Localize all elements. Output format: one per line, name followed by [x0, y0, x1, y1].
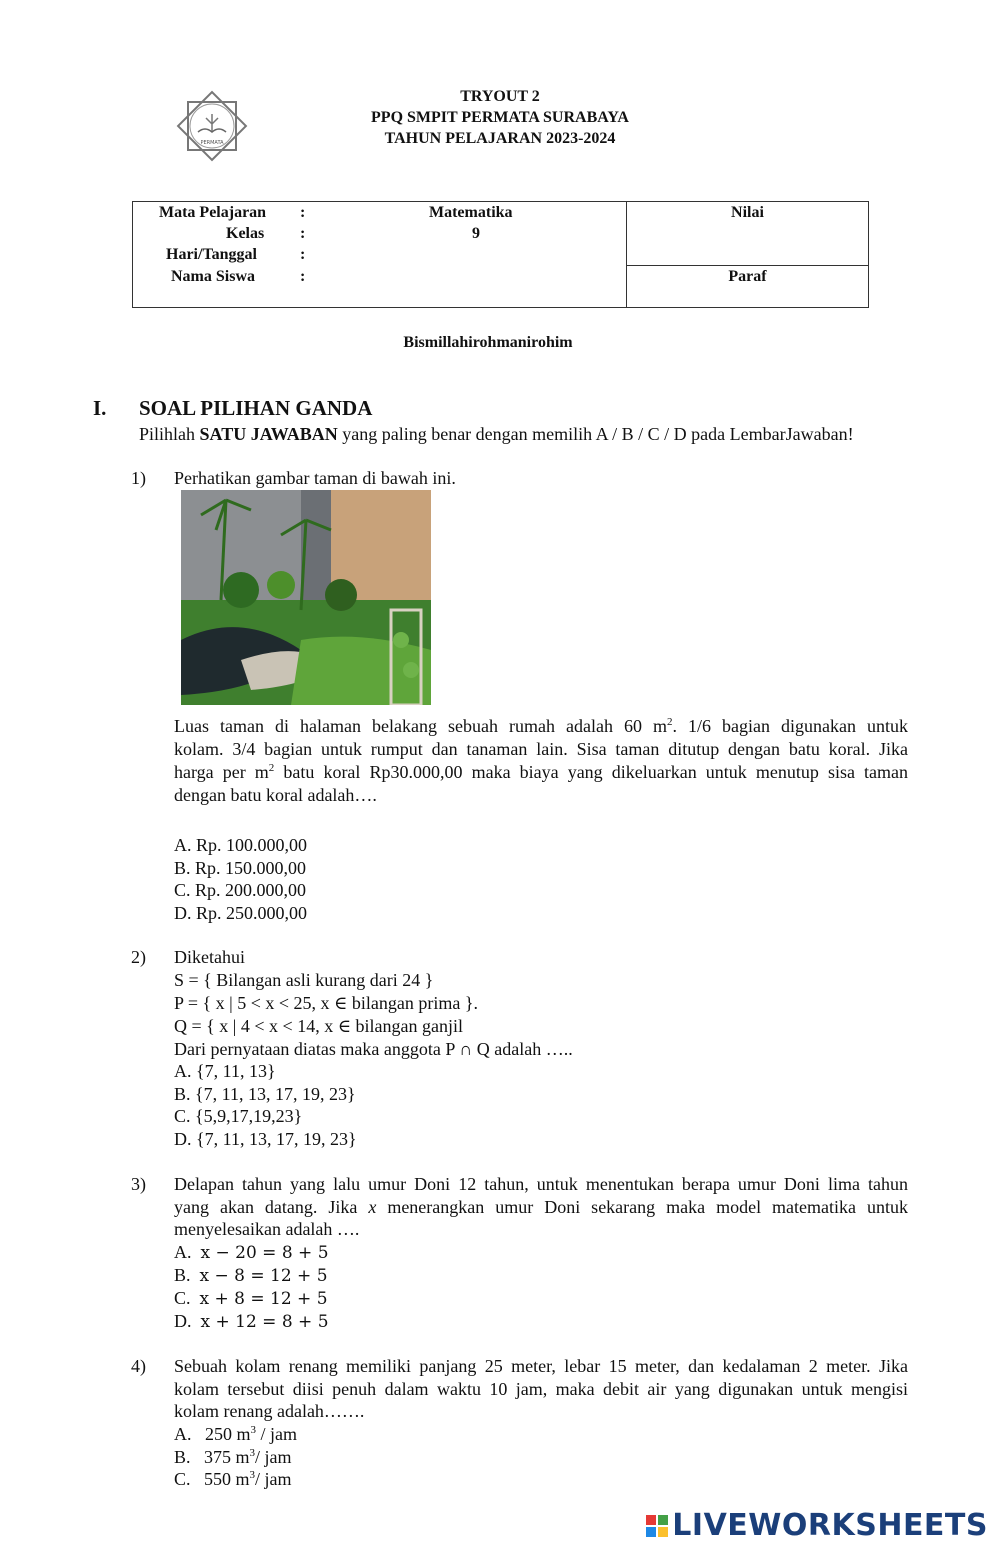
q1-text-line4: dengan batu koral adalah…. — [174, 785, 377, 805]
paraf-cell — [627, 266, 869, 308]
icon-tile — [646, 1515, 656, 1525]
q1-text: harga per m — [174, 762, 269, 782]
section-instruction — [139, 423, 854, 446]
q2-line: P = { x | 5 < x < 25, x ∈ bilangan prima }. — [174, 993, 478, 1013]
icon-tile — [646, 1527, 656, 1537]
section-number: I. — [93, 396, 107, 420]
colon: : — [300, 268, 306, 285]
garden-image — [181, 490, 431, 705]
option-letter: B. — [174, 1447, 191, 1467]
info-cell — [133, 202, 627, 308]
bismillah: Bismillahirohmanirohim — [403, 334, 573, 351]
option-equation: x + 8 = 12 + 5 — [199, 1289, 328, 1309]
q4-number: 4) — [131, 1356, 146, 1376]
icon-tile — [658, 1527, 668, 1537]
q2-option-a: A. {7, 11, 13} — [174, 1061, 276, 1081]
option-equation: x + 12 = 8 + 5 — [200, 1312, 329, 1332]
q4-text-line3: kolam renang adalah……. — [174, 1401, 365, 1421]
option-unit: / jam — [255, 1447, 292, 1467]
nama-siswa-label: Nama Siswa — [171, 268, 256, 285]
option-letter: A. — [174, 1424, 192, 1444]
superscript: 3 — [250, 1424, 257, 1436]
icon-tile — [658, 1515, 668, 1525]
option-value: 375 m — [204, 1447, 250, 1467]
q1-option-c: C. Rp. 200.000,00 — [174, 880, 307, 900]
q2-line: S = { Bilangan asli kurang dari 24 } — [174, 970, 434, 990]
q3-option-a — [174, 1241, 329, 1265]
kelas-label: Kelas — [226, 225, 265, 242]
option-letter: A. — [174, 1242, 192, 1262]
option-unit: / jam — [255, 1469, 292, 1489]
q1-text-line2: kolam. 3/4 bagian untuk rumput dan tanaman lain. Sisa taman ditutup dengan batu koral. Jika — [174, 739, 908, 759]
q1-number: 1) — [131, 468, 146, 488]
q3-text: menerangkan umur Doni sekarang maka model matematika untuk — [376, 1197, 908, 1217]
option-unit: / jam — [256, 1424, 298, 1444]
q1-text: batu koral Rp30.000,00 maka biaya yang dikeluarkan untuk menutup sisa taman — [274, 762, 908, 782]
superscript: 2 — [268, 762, 275, 774]
superscript: 2 — [666, 716, 673, 728]
student-info-table — [132, 201, 869, 308]
q4-option-b — [174, 1446, 292, 1469]
header-title: TRYOUT 2 — [460, 88, 540, 105]
option-letter: C. — [174, 1288, 191, 1308]
instruction-text: Pilihlah — [139, 424, 200, 444]
superscript: 3 — [249, 1469, 256, 1481]
instruction-text: yang paling benar dengan memilih A / B / C / D pada LembarJawaban! — [337, 424, 854, 444]
q4-text-line1: Sebuah kolam renang memiliki panjang 25 meter, lebar 15 meter, dan kedalaman 2 meter. Jika — [174, 1356, 908, 1376]
option-letter: D. — [174, 1311, 192, 1331]
option-equation: x − 20 = 8 + 5 — [200, 1243, 329, 1263]
nilai-label: Nilai — [731, 204, 764, 221]
q3-text: yang akan datang. Jika — [174, 1197, 369, 1217]
colon: : — [300, 246, 306, 263]
q3-option-d — [174, 1310, 329, 1334]
liveworksheets-logo — [646, 1508, 988, 1543]
section-title: SOAL PILIHAN GANDA — [139, 396, 373, 420]
kelas-value: 9 — [472, 225, 480, 242]
superscript: 3 — [249, 1447, 256, 1459]
q4-text-line2: kolam tersebut diisi penuh dalam waktu 10 jam, maka debit air yang digunakan untuk mengisi — [174, 1379, 908, 1399]
option-letter: C. — [174, 1469, 191, 1489]
q3-number: 3) — [131, 1174, 146, 1194]
q1-option-d: D. Rp. 250.000,00 — [174, 903, 308, 923]
variable-x: x — [368, 1197, 377, 1217]
q2-line: Dari pernyataan diatas maka anggota P ∩ Q adalah ….. — [174, 1039, 573, 1059]
q1-text: Luas taman di halaman belakang sebuah rumah adalah 60 m — [174, 716, 667, 736]
q2-number: 2) — [131, 947, 146, 967]
q2-option-c: C. {5,9,17,19,23} — [174, 1106, 303, 1126]
q3-text-line3: menyelesaikan adalah …. — [174, 1219, 360, 1239]
q1-text-line1 — [174, 715, 908, 738]
q4-option-a — [174, 1423, 297, 1446]
nilai-cell — [627, 202, 869, 266]
q3-option-b — [174, 1264, 328, 1288]
colon: : — [300, 225, 306, 242]
q3-text-line1: Delapan tahun yang lalu umur Doni 12 tahun, untuk menentukan berapa umur Doni lima tahun — [174, 1174, 908, 1194]
option-equation: x − 8 = 12 + 5 — [199, 1266, 328, 1286]
q1-option-a: A. Rp. 100.000,00 — [174, 835, 308, 855]
instruction-bold: SATU JAWABAN — [199, 424, 338, 444]
paraf-label: Paraf — [728, 268, 767, 285]
q1-intro: Perhatikan gambar taman di bawah ini. — [174, 468, 456, 488]
q2-option-b: B. {7, 11, 13, 17, 19, 23} — [174, 1084, 356, 1104]
q1-option-b: B. Rp. 150.000,00 — [174, 858, 307, 878]
q2-line: Diketahui — [174, 947, 245, 967]
option-value: 250 m — [205, 1424, 251, 1444]
liveworksheets-icon — [646, 1515, 668, 1537]
liveworksheets-text: LIVEWORKSHEETS — [672, 1508, 988, 1543]
q4-option-c — [174, 1468, 292, 1491]
option-letter: B. — [174, 1265, 191, 1285]
q2-option-d: D. {7, 11, 13, 17, 19, 23} — [174, 1129, 357, 1149]
option-value: 550 m — [204, 1469, 250, 1489]
q2-line: Q = { x | 4 < x < 14, x ∈ bilangan ganjil — [174, 1016, 463, 1036]
colon: : — [300, 204, 306, 221]
mata-pelajaran-value: Matematika — [429, 204, 513, 221]
q3-option-c — [174, 1287, 328, 1311]
q1-text-line3 — [174, 761, 908, 784]
svg-text:PERMATA: PERMATA — [200, 140, 224, 146]
mata-pelajaran-label: Mata Pelajaran — [159, 204, 267, 221]
q3-text-line2 — [174, 1196, 908, 1219]
header-school: PPQ SMPIT PERMATA SURABAYA — [371, 109, 629, 126]
q1-text: . 1/6 bagian digunakan untuk — [672, 716, 908, 736]
hari-tanggal-label: Hari/Tanggal — [166, 246, 257, 263]
header-year: TAHUN PELAJARAN 2023-2024 — [384, 130, 616, 147]
